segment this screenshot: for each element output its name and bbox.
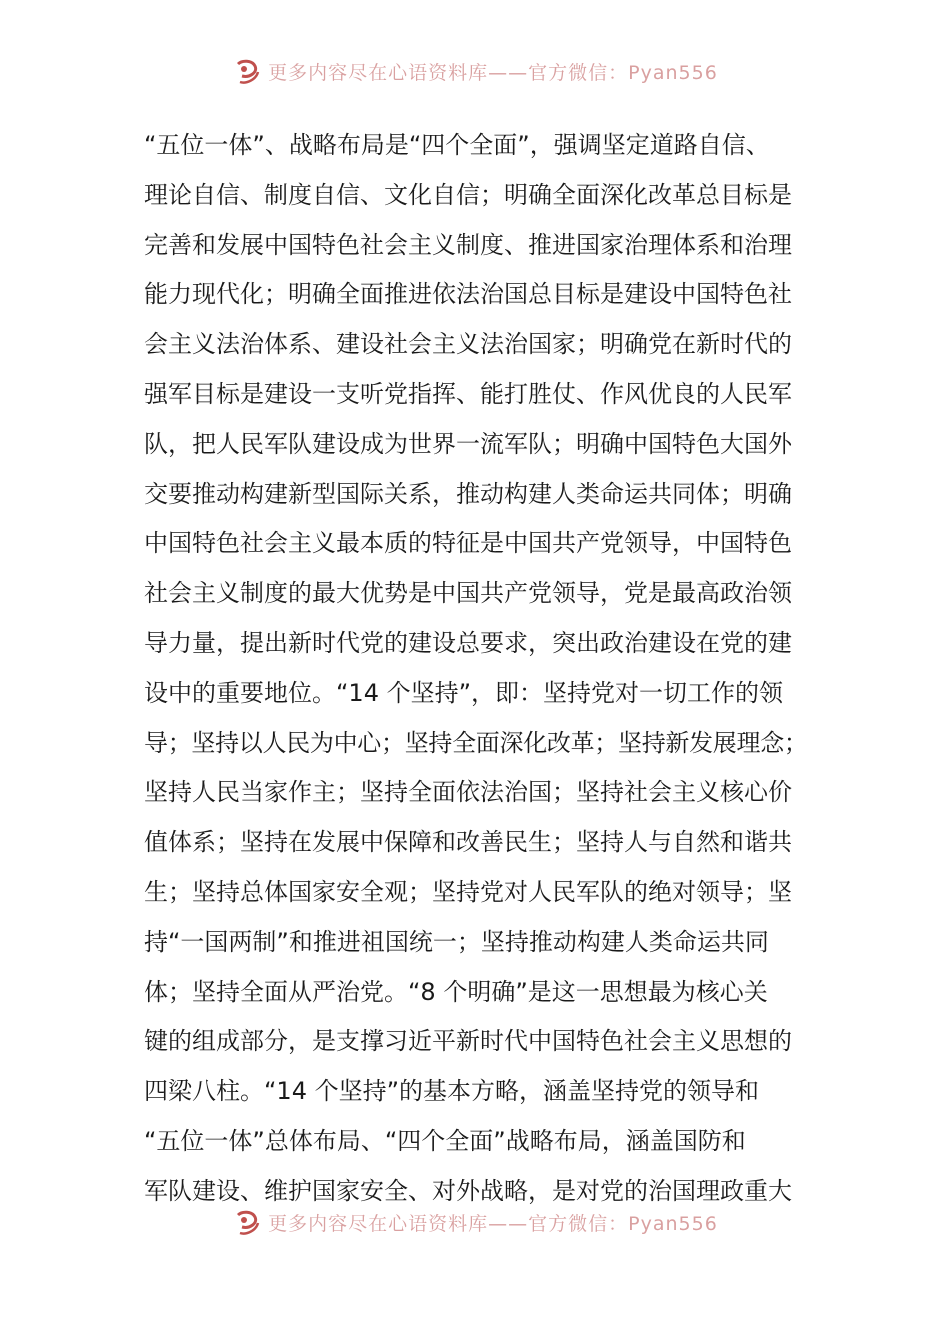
text-line: 队，把人民军队建设成为世界一流军队；明确中国特色大国外 — [144, 429, 792, 458]
watermark-header — [0, 54, 950, 88]
text-line: “五位一体”、战略布局是“四个全面”，强调坚定道路自信、 — [144, 131, 770, 159]
text-line: 生；坚持总体国家安全观；坚持党对人民军队的绝对领导；坚 — [144, 877, 792, 906]
text-line: 导力量，提出新时代党的建设总要求，突出政治建设在党的建 — [144, 628, 792, 657]
text-line: 军队建设、维护国家安全、对外战略，是对党的治国理政重大 — [144, 1176, 792, 1205]
document-body — [144, 121, 808, 1217]
text-line: 能力现代化；明确全面推进依法治国总目标是建设中国特色社 — [144, 280, 792, 309]
text-line: 强军目标是建设一支听党指挥、能打胜仗、作风优良的人民军 — [144, 379, 792, 408]
text-line: 完善和发展中国特色社会主义制度、推进国家治理体系和治理 — [144, 230, 792, 259]
text-line: 社会主义制度的最大优势是中国共产党领导，党是最高政治领 — [144, 579, 792, 608]
text-line: 中国特色社会主义最本质的特征是中国共产党领导，中国特色 — [144, 529, 792, 558]
text-line: 体；坚持全面从严治党。“8 个明确”是这一思想最为核心关 — [144, 977, 768, 1006]
logo-icon — [232, 56, 262, 86]
watermark-text: 更多内容尽在心语资料库——官方微信：Pyan556 — [268, 1212, 718, 1235]
text-line: 设中的重要地位。“14 个坚持”，即：坚持党对一切工作的领 — [144, 678, 784, 707]
text-line: 理论自信、制度自信、文化自信；明确全面深化改革总目标是 — [144, 180, 792, 209]
logo-icon — [232, 1207, 262, 1237]
text-line: 坚持人民当家作主；坚持全面依法治国；坚持社会主义核心价 — [144, 778, 792, 807]
text-line: 导；坚持以人民为中心；坚持全面深化改革；坚持新发展理念； — [144, 728, 808, 757]
watermark-footer — [0, 1205, 950, 1239]
text-line: 会主义法治体系、建设社会主义法治国家；明确党在新时代的 — [144, 330, 792, 359]
text-line: 持“一国两制”和推进祖国统一；坚持推动构建人类命运共同 — [144, 927, 769, 956]
text-line: “五位一体”总体布局、“四个全面”战略布局，涵盖国防和 — [144, 1126, 746, 1155]
text-line: 值体系；坚持在发展中保障和改善民生；坚持人与自然和谐共 — [144, 828, 792, 857]
text-line: 交要推动构建新型国际关系，推动构建人类命运共同体；明确 — [144, 479, 792, 508]
text-line: 键的组成部分，是支撑习近平新时代中国特色社会主义思想的 — [144, 1027, 792, 1056]
watermark-text: 更多内容尽在心语资料库——官方微信：Pyan556 — [268, 61, 718, 84]
text-line: 四梁八柱。“14 个坚持”的基本方略，涵盖坚持党的领导和 — [144, 1077, 760, 1106]
